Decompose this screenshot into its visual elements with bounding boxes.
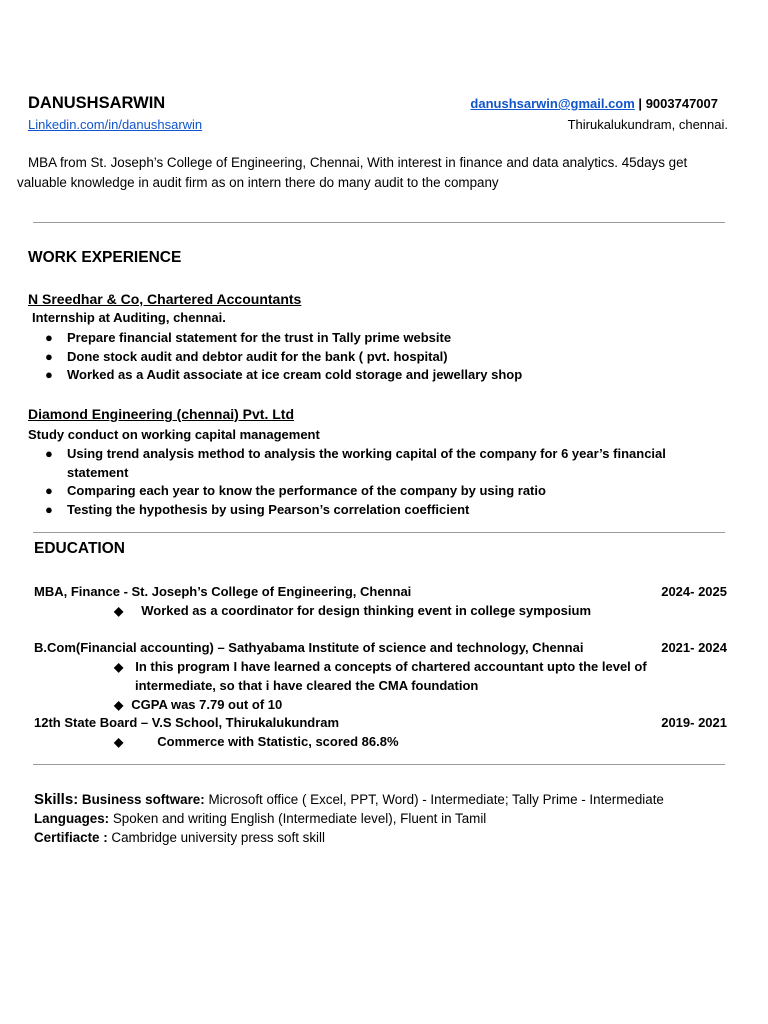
bullet-icon: ● [45, 330, 53, 345]
education-title: 12th State Board – V.S School, Thirukalukundram [34, 715, 340, 730]
education-years: 2024- 2025 [661, 584, 727, 599]
skills-line [34, 791, 664, 808]
diamond-icon: ◆ [114, 604, 124, 618]
email-link[interactable]: danushsarwin@gmail.com [470, 96, 635, 111]
contact-line [470, 96, 718, 111]
list-item: ● Using trend analysis method to analysis the working capital of the company for 6 year’s financial statement [45, 446, 666, 480]
education-detail: ◆ Commerce with Statistic, scored 86.8% [114, 734, 399, 749]
bullet-icon: ● [45, 446, 53, 461]
bullet-icon: ● [45, 502, 53, 518]
candidate-name: DANUSHSARWIN [28, 94, 166, 112]
languages-value: Spoken and writing English (Intermediate level), Fluent in Tamil [109, 811, 487, 826]
bullet-icon: ● [45, 348, 53, 364]
diamond-icon: ◆ [114, 660, 124, 674]
list-item: ● Worked as a Audit associate at ice cream cold storage and jewellary shop [45, 366, 522, 385]
contact-separator: | [634, 96, 646, 111]
certificate-value: Cambridge university press soft skill [107, 830, 325, 845]
certificate-label: Certifiacte : [34, 830, 108, 845]
bullet-icon: ● [45, 483, 53, 499]
job-role: Study conduct on working capital management [28, 427, 320, 442]
education-title: B.Com(Financial accounting) – Sathyabama Institute of science and technology, Chennai [34, 640, 584, 655]
linkedin-link[interactable]: Linkedin.com/in/danushsarwin [28, 117, 203, 132]
education-detail-continued: intermediate, so that i have cleared the CMA foundation [135, 678, 479, 693]
summary-paragraph: MBA from St. Joseph’s College of Engineering, Chennai, With interest in finance and data analytics. 45days get valuable knowledge in audit firm as on intern there do many audit to the company [17, 155, 688, 190]
bullet-icon: ● [45, 367, 53, 383]
education-heading: EDUCATION [34, 540, 125, 557]
certificate-line [34, 830, 325, 845]
education-years: 2019- 2021 [661, 715, 727, 730]
languages-line [34, 811, 486, 826]
diamond-icon: ◆ [114, 735, 124, 749]
education-years: 2021- 2024 [661, 640, 727, 655]
list-item: ● Prepare financial statement for the trust in Tally prime website [45, 329, 522, 348]
education-title: MBA, Finance - St. Joseph’s College of Engineering, Chennai [34, 584, 412, 599]
divider [33, 764, 725, 765]
work-experience-heading: WORK EXPERIENCE [28, 249, 182, 266]
divider [33, 222, 725, 223]
skills-label: Skills: [34, 791, 79, 808]
list-item: ● Testing the hypothesis by using Pearson’s correlation coefficient [45, 501, 720, 520]
company-name: Diamond Engineering (chennai) Pvt. Ltd [28, 406, 295, 422]
diamond-icon: ◆ [114, 698, 124, 712]
divider [33, 532, 725, 533]
languages-label: Languages: [34, 811, 110, 826]
education-detail: ◆ CGPA was 7.79 out of 10 [114, 697, 283, 712]
location: Thirukalukundram, chennai. [567, 117, 728, 132]
phone-number: 9003747007 [645, 96, 718, 111]
business-software-label: Business software: [81, 792, 205, 807]
education-detail: ◆ In this program I have learned a concepts of chartered accountant upto the level of [114, 659, 647, 674]
company-name: N Sreedhar & Co, Chartered Accountants [28, 291, 302, 307]
job-bullets [45, 329, 522, 385]
list-item: ● Done stock audit and debtor audit for the bank ( pvt. hospital) [45, 348, 522, 367]
education-detail: ◆ Worked as a coordinator for design thinking event in college symposium [114, 603, 592, 618]
list-item: ● Comparing each year to know the performance of the company by using ratio [45, 482, 720, 501]
business-software-value: Microsoft office ( Excel, PPT, Word) - Intermediate; Tally Prime - Intermediate [204, 792, 664, 807]
job-role: Internship at Auditing, chennai. [32, 310, 226, 325]
job-bullets [45, 445, 720, 520]
